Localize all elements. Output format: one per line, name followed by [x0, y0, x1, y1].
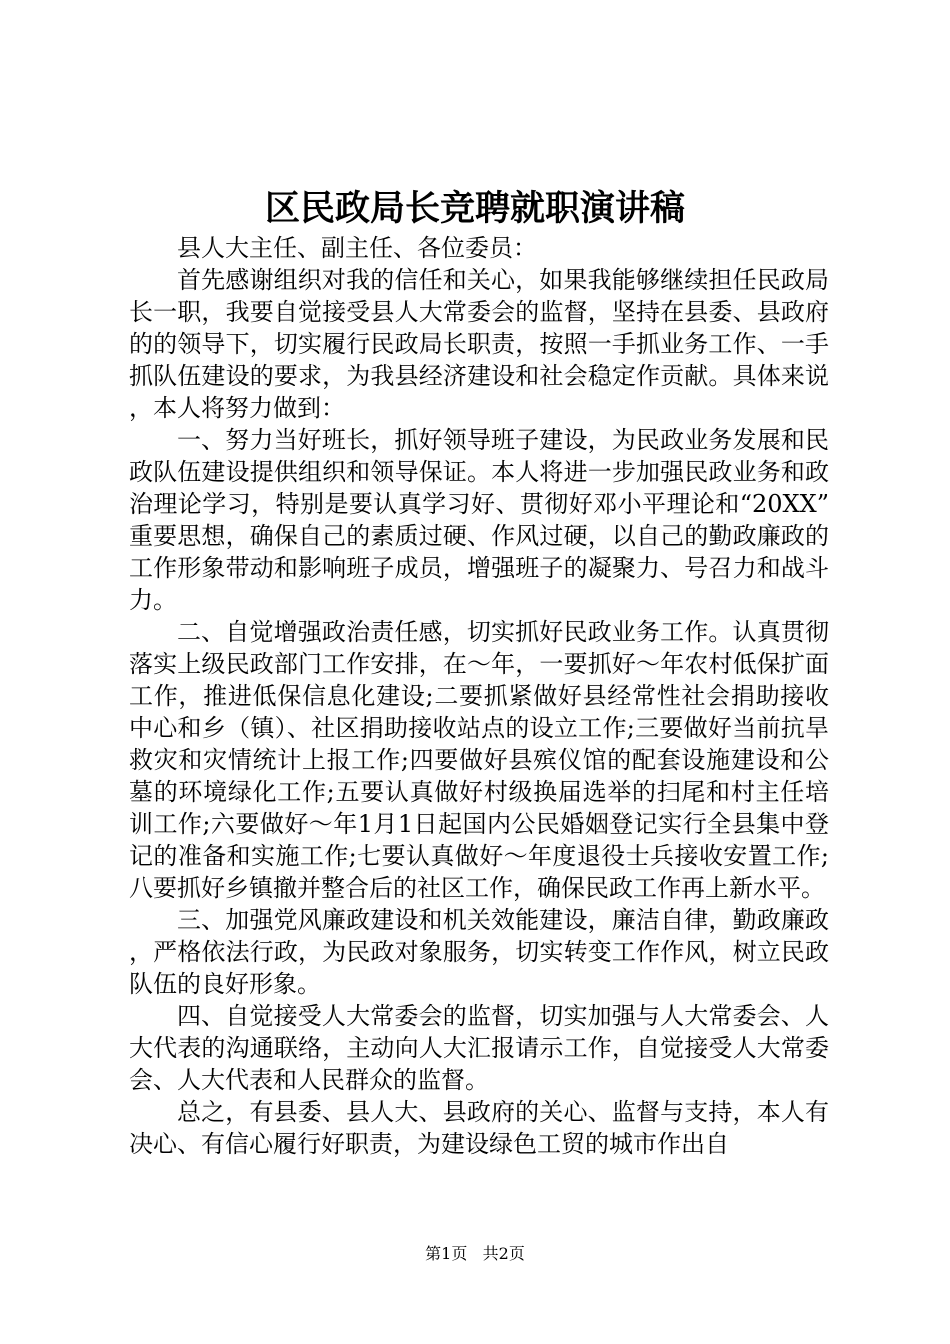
- document-body: [129, 232, 829, 1160]
- document-title: 区民政局长竞聘就职演讲稿: [264, 188, 685, 229]
- paragraph-3: 二、自觉增强政治责任感，切实抓好民政业务工作。认真贯彻落实上级民政部门工作安排，在～年，一要抓好～年农村低保扩面工作，推进低保信息化建设;二要抓紧做好县经常性社会捐助接收中心和乡（镇）、社区捐助接收站点的设立工作;三要做好当前抗旱救灾和灾情统计上报工作;四要做好县殡仪馆的配套设施建设和公墓的环境绿化工作;五要认真做好村级换届选举的扫尾和村主任培训工作;六要做好～年1月1日起国内公民婚姻登记实行全县集中登记的准备和实施工作;七要认真做好～年度退役士兵接收安置工作;八要抓好乡镇撤并整合后的社区工作，确保民政工作再上新水平。: [129, 618, 829, 902]
- paragraph-6: 总之，有县委、县人大、县政府的关心、监督与支持，本人有决心、有信心履行好职责，为建设绿色工贸的城市作出自: [129, 1098, 829, 1158]
- page-total: 共2页: [482, 1244, 525, 1263]
- paragraph-5: 四、自觉接受人大常委会的监督，切实加强与人大常委会、人大代表的沟通联络，主动向人大汇报请示工作，自觉接受人大常委会、人大代表和人民群众的监督。: [129, 1002, 829, 1094]
- paragraph-4: 三、加强党风廉政建设和机关效能建设，廉洁自律，勤政廉政，严格依法行政，为民政对象服务，切实转变工作作风，树立民政队伍的良好形象。: [129, 906, 829, 998]
- page-number: 第1页: [425, 1244, 468, 1263]
- page-separator: [472, 1244, 477, 1263]
- salutation: 县人大主任、副主任、各位委员：: [177, 234, 537, 262]
- paragraph-2: 一、努力当好班长，抓好领导班子建设，为民政业务发展和民政队伍建设提供组织和领导保证。本人将进一步加强民政业务和政治理论学习，特别是要认真学习好、贯彻好邓小平理论和“20XX”重要思想，确保自己的素质过硬、作风过硬，以自己的勤政廉政的工作形象带动和影响班子成员，增强班子的凝聚力、号召力和战斗力。: [129, 426, 829, 614]
- page-footer: [0, 1243, 950, 1265]
- paragraph-1: 首先感谢组织对我的信任和关心，如果我能够继续担任民政局长一职，我要自觉接受县人大常委会的监督，坚持在县委、县政府的的领导下，切实履行民政局长职责，按照一手抓业务工作、一手抓队伍建设的要求，为我县经济建设和社会稳定作贡献。具体来说，本人将努力做到：: [129, 266, 829, 422]
